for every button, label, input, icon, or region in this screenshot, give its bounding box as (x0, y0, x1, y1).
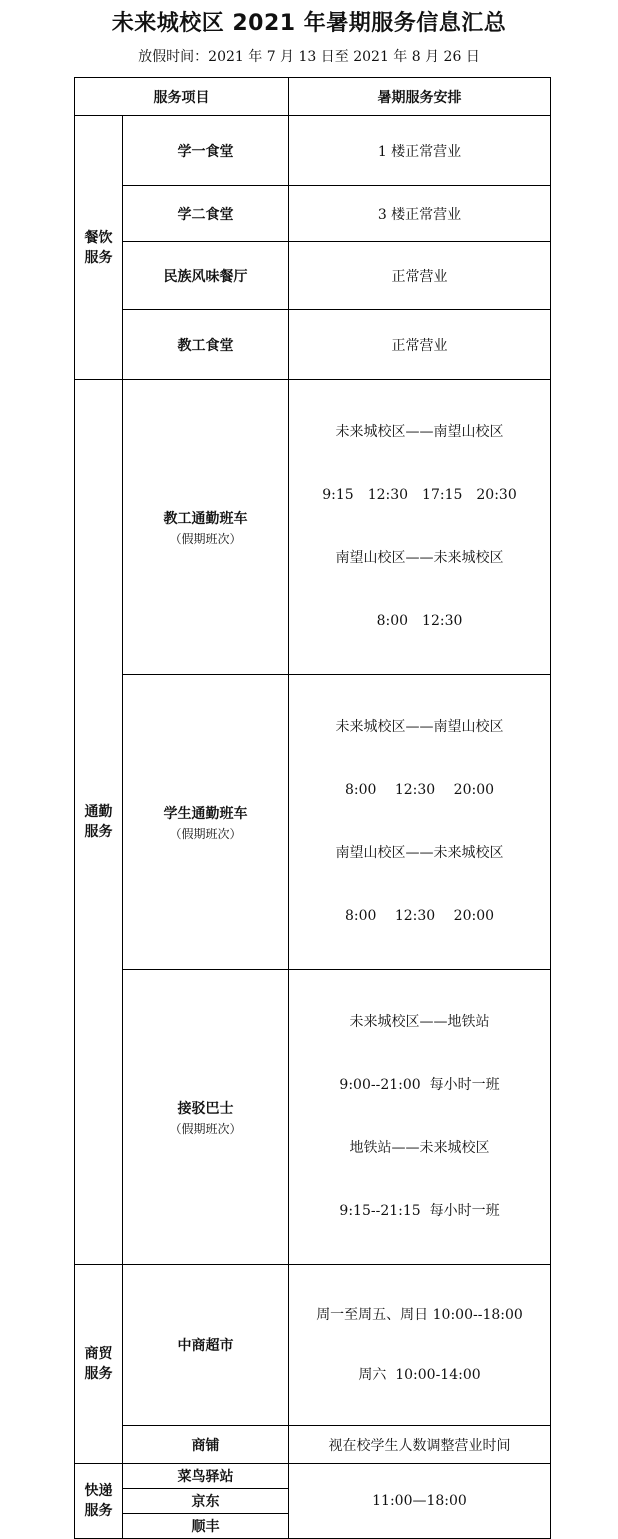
schedule-line: 9:00--21:00 每小时一班 (339, 1077, 500, 1093)
table-row (75, 1265, 551, 1426)
table-row (75, 310, 551, 380)
schedule-line: 8:00 12:30 (376, 613, 463, 629)
header-row (75, 78, 551, 116)
service-name: 学一食堂 (123, 116, 289, 186)
service-schedule: 正常营业 (289, 310, 551, 380)
service-name-text: 学生通勤班车 (163, 805, 248, 822)
category-commerce: 商贸 服务 (75, 1265, 123, 1464)
header-schedule: 暑期服务安排 (289, 78, 551, 116)
service-name: 教工食堂 (123, 310, 289, 380)
service-schedule (289, 970, 551, 1265)
schedule-line: 南望山校区——未来城校区 (335, 845, 504, 861)
schedule-line: 周一至周五、周日 10:00--18:00 (316, 1307, 523, 1323)
service-name: 商铺 (123, 1426, 289, 1464)
service-name: 顺丰 (123, 1514, 289, 1539)
service-schedule: 11:00—18:00 (289, 1464, 551, 1539)
header-service-item: 服务项目 (75, 78, 289, 116)
service-name (123, 380, 289, 675)
service-note: （假期班次） (169, 826, 242, 841)
service-schedule: 正常营业 (289, 242, 551, 310)
category-express: 快递 服务 (75, 1464, 123, 1539)
service-schedule: 1 楼正常营业 (289, 116, 551, 186)
schedule-line: 地铁站——未来城校区 (349, 1140, 490, 1156)
schedule-line: 8:00 12:30 20:00 (344, 782, 495, 798)
schedule-line: 南望山校区——未来城校区 (335, 550, 504, 566)
table-row (75, 1464, 551, 1489)
category-dining: 餐饮 服务 (75, 116, 123, 380)
schedule-line: 未来城校区——地铁站 (349, 1014, 490, 1030)
service-name: 学二食堂 (123, 186, 289, 242)
service-name-text: 接驳巴士 (177, 1100, 234, 1117)
schedule-line: 未来城校区——南望山校区 (335, 424, 504, 440)
service-schedule: 视在校学生人数调整营业时间 (289, 1426, 551, 1464)
schedule-line: 周六 10:00-14:00 (358, 1367, 481, 1383)
service-name (123, 970, 289, 1265)
service-name: 菜鸟驿站 (123, 1464, 289, 1489)
holiday-period: 放假时间：2021 年 7 月 13 日至 2021 年 8 月 26 日 (138, 49, 480, 65)
service-schedule: 3 楼正常营业 (289, 186, 551, 242)
service-name (123, 675, 289, 970)
service-schedule (289, 675, 551, 970)
service-schedule (289, 380, 551, 675)
schedule-line: 9:15--21:15 每小时一班 (339, 1203, 500, 1219)
service-schedule (289, 1265, 551, 1426)
service-name-text: 教工通勤班车 (163, 510, 248, 527)
category-commute: 通勤 服务 (75, 380, 123, 1265)
table-row (75, 380, 551, 675)
service-name: 中商超市 (123, 1265, 289, 1426)
table-row (75, 242, 551, 310)
service-note: （假期班次） (169, 531, 242, 546)
schedule-line: 9:15 12:30 17:15 20:30 (322, 487, 517, 503)
table-row (75, 675, 551, 970)
table-row (75, 186, 551, 242)
table-row (75, 116, 551, 186)
schedule-line: 8:00 12:30 20:00 (344, 908, 495, 924)
page-title: 未来城校区 2021 年暑期服务信息汇总 (111, 11, 507, 36)
service-table (74, 77, 551, 1539)
table-row (75, 1426, 551, 1464)
service-name: 京东 (123, 1489, 289, 1514)
service-note: （假期班次） (169, 1121, 242, 1136)
service-name: 民族风味餐厅 (123, 242, 289, 310)
table-row (75, 970, 551, 1265)
schedule-line: 未来城校区——南望山校区 (335, 719, 504, 735)
